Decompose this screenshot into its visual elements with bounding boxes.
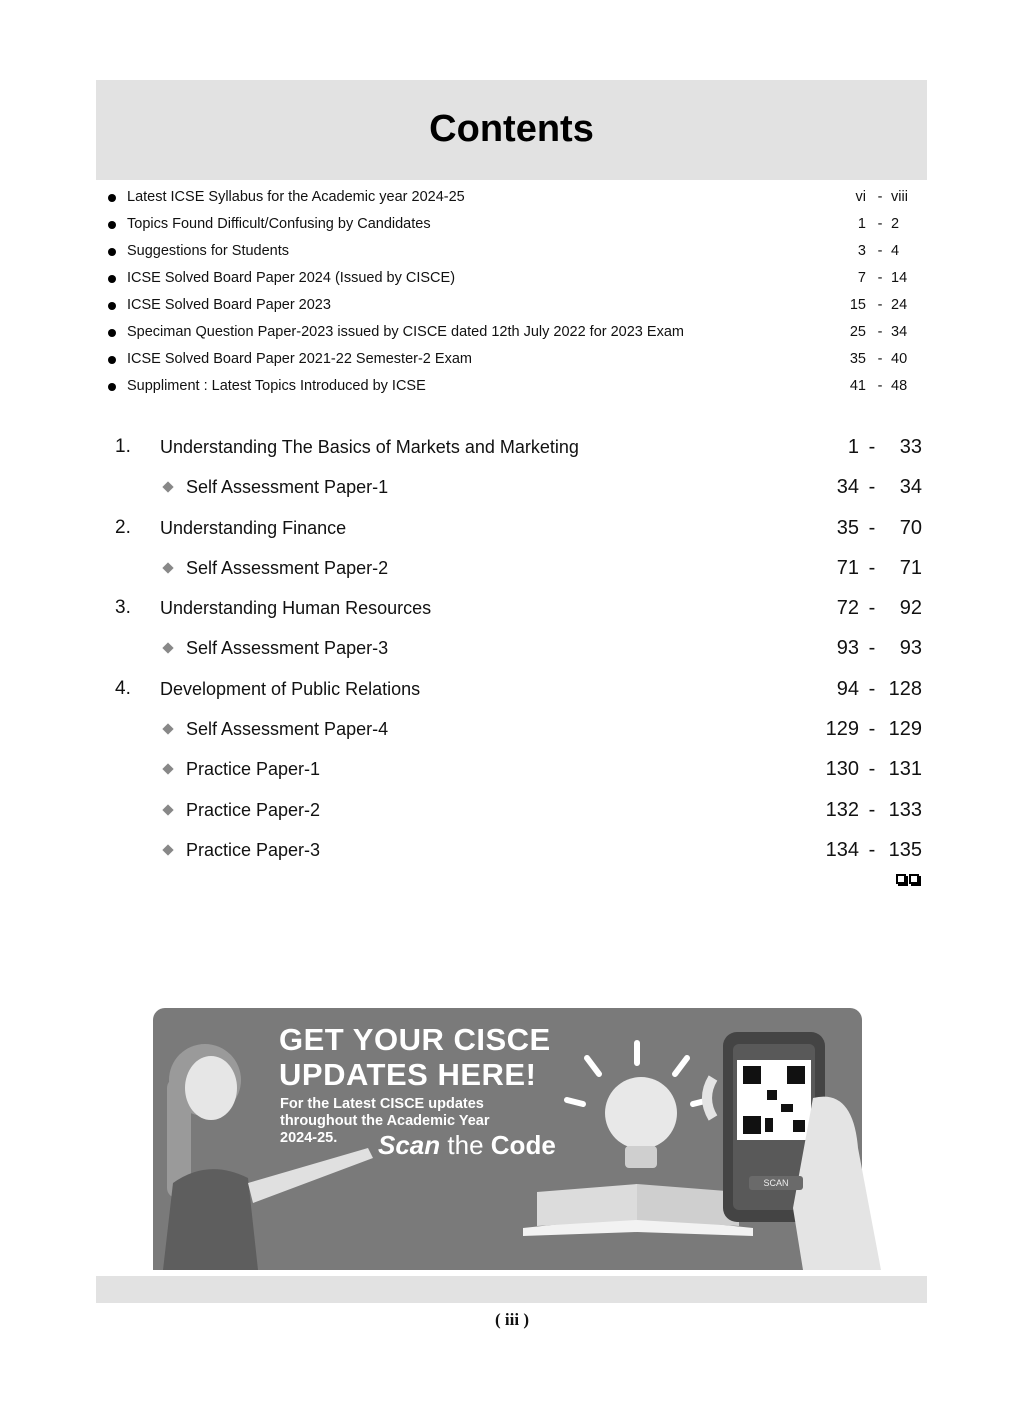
page-end: 4: [891, 243, 900, 259]
bullet-icon: [108, 356, 116, 364]
sub-entry[interactable]: [96, 709, 927, 749]
girl-body-icon: [163, 1169, 258, 1270]
page-end: 33: [899, 436, 922, 458]
the-word: the: [447, 1130, 484, 1160]
banner-subtext-line: throughout the Academic Year: [280, 1113, 490, 1129]
page-range-dash: -: [868, 637, 876, 660]
sub-entry[interactable]: [96, 628, 927, 668]
page-end: 92: [899, 597, 922, 620]
page-range-dash: -: [868, 798, 876, 821]
prelim-list: [96, 184, 927, 400]
page-range-dash: -: [868, 718, 876, 741]
entry-title: Topics Found Difficult/Confusing by Candidates: [127, 216, 431, 232]
bullet-icon: [108, 383, 116, 391]
prelim-entry[interactable]: [96, 319, 927, 346]
entry-title: Practice Paper-3: [186, 839, 321, 860]
chapter-entry[interactable]: [96, 588, 927, 628]
banner-heading-line: UPDATES HERE!: [279, 1057, 537, 1092]
prelim-entry[interactable]: [96, 211, 927, 238]
page-end: 128: [888, 677, 922, 700]
sub-entry[interactable]: [96, 830, 927, 870]
page-start: 35: [849, 351, 866, 367]
page-start: 7: [857, 270, 866, 286]
page-start: 34: [836, 476, 859, 499]
chapter-entry[interactable]: [96, 508, 927, 548]
page-end: 34: [891, 324, 908, 340]
page-start: 71: [836, 556, 859, 579]
entry-title: Development of Public Relations: [160, 678, 421, 699]
page-end: 70: [899, 516, 922, 539]
bullet-icon: [108, 275, 116, 283]
entry-title: Suppliment : Latest Topics Introduced by ICSE: [127, 378, 426, 394]
pointing-arm-icon: [248, 1148, 373, 1203]
page-start: 1: [847, 436, 859, 458]
scan-the-code-text: [378, 1130, 556, 1161]
page-range-dash: -: [868, 677, 876, 700]
bullet-icon: [108, 248, 116, 256]
entry-title: Self Assessment Paper-3: [186, 638, 389, 659]
page-range-dash: -: [877, 270, 883, 286]
entry-title: Latest ICSE Syllabus for the Academic year 2024-25: [127, 189, 465, 205]
entry-title: ICSE Solved Board Paper 2023: [127, 297, 331, 313]
page-title: Contents: [429, 108, 594, 150]
entry-title: ICSE Solved Board Paper 2024 (Issued by CISCE): [127, 270, 456, 286]
page-range-dash: -: [877, 351, 883, 367]
banner-subtext-line: 2024-25.: [280, 1130, 338, 1146]
page-end: 48: [891, 378, 908, 394]
entry-title: Practice Paper-2: [186, 799, 321, 820]
prelim-entry[interactable]: [96, 265, 927, 292]
page-start: 41: [849, 378, 866, 394]
page-range-dash: -: [868, 516, 876, 539]
diamond-bullet-icon: [162, 844, 173, 855]
footer-band: [96, 1276, 927, 1303]
sub-entry[interactable]: [96, 467, 927, 507]
banner-subtext-line: For the Latest CISCE updates: [280, 1096, 484, 1112]
page-end: 131: [888, 758, 922, 781]
scan-word: Scan: [378, 1130, 441, 1160]
page-end: viii: [891, 189, 908, 205]
diamond-bullet-icon: [162, 482, 173, 493]
page-end: 24: [891, 297, 908, 313]
page-end: 14: [891, 270, 908, 286]
prelim-entry[interactable]: [96, 292, 927, 319]
page-range-dash: -: [877, 243, 883, 259]
page-range-dash: -: [877, 378, 883, 394]
page-range-dash: -: [877, 297, 883, 313]
bullet-icon: [108, 329, 116, 337]
page-range-dash: -: [877, 216, 883, 232]
page-range-dash: -: [868, 758, 876, 781]
entry-title: ICSE Solved Board Paper 2021-22 Semester-2 Exam: [127, 351, 472, 367]
entry-title: Practice Paper-1: [186, 759, 321, 780]
page-end: 2: [891, 216, 900, 232]
cisce-updates-banner[interactable]: [153, 1008, 862, 1270]
page-end: 93: [899, 637, 922, 660]
page-start: 25: [849, 324, 866, 340]
chapter-entry[interactable]: [96, 427, 927, 467]
page-start: vi: [855, 189, 866, 205]
entry-title: Suggestions for Students: [127, 243, 290, 259]
entry-title: Speciman Question Paper-2023 issued by CISCE dated 12th July 2022 for 2023 Exam: [127, 324, 684, 340]
page-range-dash: -: [868, 597, 876, 620]
chapter-list: [96, 427, 927, 870]
chapter-entry[interactable]: [96, 669, 927, 709]
prelim-entry[interactable]: [96, 346, 927, 373]
page-start: 72: [836, 597, 859, 620]
diamond-bullet-icon: [162, 804, 173, 815]
page-start: 129: [825, 718, 859, 741]
entry-title: Self Assessment Paper-1: [186, 477, 389, 498]
page-end: 129: [888, 718, 922, 741]
bullet-icon: [108, 221, 116, 229]
page-end: 135: [888, 838, 922, 861]
page-start: 94: [836, 677, 859, 700]
sub-entry[interactable]: [96, 790, 927, 830]
title-band: [96, 80, 927, 180]
prelim-entry[interactable]: [96, 184, 927, 211]
entry-title: Understanding The Basics of Markets and Marketing: [160, 437, 579, 457]
page-start: 130: [825, 758, 859, 781]
bullet-icon: [108, 302, 116, 310]
diamond-bullet-icon: [162, 723, 173, 734]
page-range-dash: -: [868, 838, 876, 861]
entry-title: Understanding Finance: [160, 517, 347, 538]
page-range-dash: -: [868, 476, 876, 499]
scan-button[interactable]: SCAN: [749, 1176, 803, 1190]
diamond-bullet-icon: [162, 764, 173, 775]
sub-entry[interactable]: [96, 548, 927, 588]
page-start: 15: [849, 297, 866, 313]
page-range-dash: -: [868, 436, 876, 458]
page-start: 3: [857, 243, 866, 259]
light-bulb-icon: [605, 1077, 677, 1149]
girl-face-icon: [185, 1056, 237, 1120]
page-end: 34: [899, 476, 922, 499]
page-range-dash: -: [877, 189, 883, 205]
page-number: ( iii ): [495, 1310, 529, 1329]
diamond-bullet-icon: [162, 643, 173, 654]
page-range-dash: -: [877, 324, 883, 340]
bullet-icon: [108, 194, 116, 202]
chapter-number: 2.: [115, 516, 131, 538]
page-start: 132: [825, 798, 859, 821]
page-end: 133: [888, 798, 922, 821]
page-start: 1: [857, 216, 866, 232]
entry-title: Understanding Human Resources: [160, 598, 432, 619]
entry-title: Self Assessment Paper-2: [186, 557, 389, 578]
entry-title: Self Assessment Paper-4: [186, 719, 389, 740]
page-start: 134: [825, 838, 859, 861]
sub-entry[interactable]: [96, 749, 927, 789]
page-end: 40: [891, 351, 908, 367]
end-of-contents-mark: [896, 874, 919, 884]
chapter-number: 3.: [115, 597, 131, 619]
page-start: 35: [836, 516, 859, 539]
banner-heading: [279, 1022, 551, 1092]
chapter-number: 1.: [115, 436, 131, 457]
prelim-entry[interactable]: [96, 373, 927, 400]
banner-heading-line: GET YOUR CISCE: [279, 1022, 551, 1057]
code-word: Code: [490, 1130, 556, 1160]
diamond-bullet-icon: [162, 562, 173, 573]
page-range-dash: -: [868, 556, 876, 579]
page-start: 93: [836, 637, 859, 660]
page-end: 71: [899, 556, 922, 579]
chapter-number: 4.: [115, 677, 131, 699]
prelim-entry[interactable]: [96, 238, 927, 265]
